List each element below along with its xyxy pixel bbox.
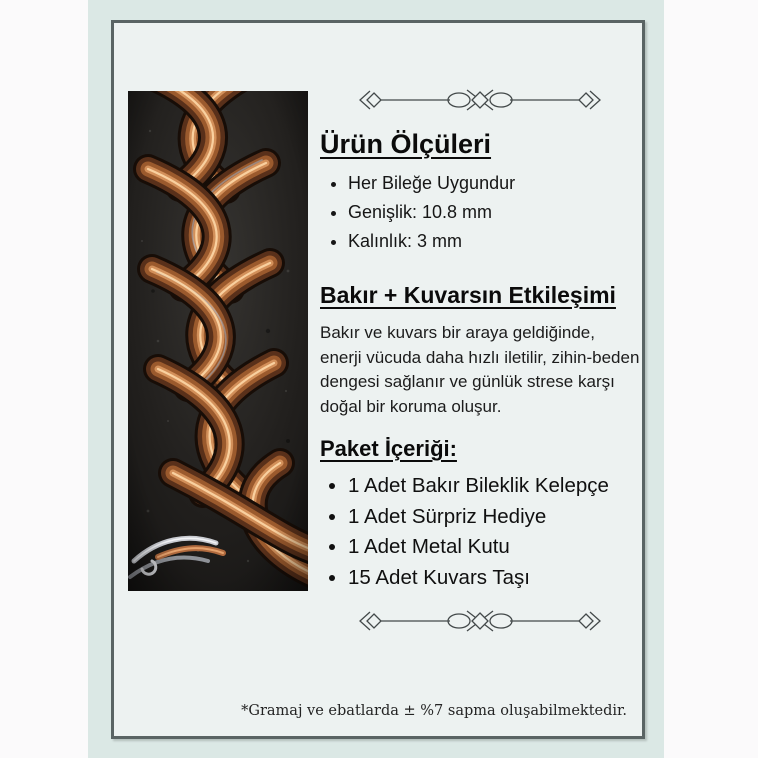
info-column: [320, 23, 640, 636]
package-item-bracelet: • 1 Adet Bakır Bileklik Kelepçe: [348, 471, 640, 502]
ornamental-divider-top-icon: [354, 85, 606, 115]
product-info-card: [111, 20, 645, 739]
section-title-package: Paket İçeriği:: [320, 436, 457, 461]
dimensions-item-width: • Genişlik: 10.8 mm: [348, 198, 640, 227]
package-list: [320, 471, 640, 593]
dimensions-item-thickness: • Kalınlık: 3 mm: [348, 227, 640, 256]
ornamental-divider-bottom-icon: [354, 606, 606, 636]
section-title-interaction: Bakır + Kuvarsın Etkileşimi: [320, 282, 616, 308]
package-item-quartz: • 15 Adet Kuvars Taşı: [348, 563, 640, 594]
interaction-paragraph: Bakır ve kuvars bir araya geldiğinde, enerji vücuda daha hızlı iletilir, zihin-beden dengesi sağlanır ve günlük strese karşı doğal bir koruma oluşur.: [320, 323, 640, 416]
product-photo: [128, 91, 308, 591]
braided-copper-bracelet-image: [128, 91, 308, 591]
section-title-dimensions: Ürün Ölçüleri: [320, 129, 492, 159]
package-item-gift: • 1 Adet Sürpriz Hediye: [348, 502, 640, 533]
dimensions-item-fit: • Her Bileğe Uygundur: [348, 169, 640, 198]
dimensions-list: [320, 169, 640, 256]
package-item-box: • 1 Adet Metal Kutu: [348, 532, 640, 563]
footnote: *Gramaj ve ebatlarda ± %7 sapma oluşabilmektedir.: [241, 703, 627, 719]
